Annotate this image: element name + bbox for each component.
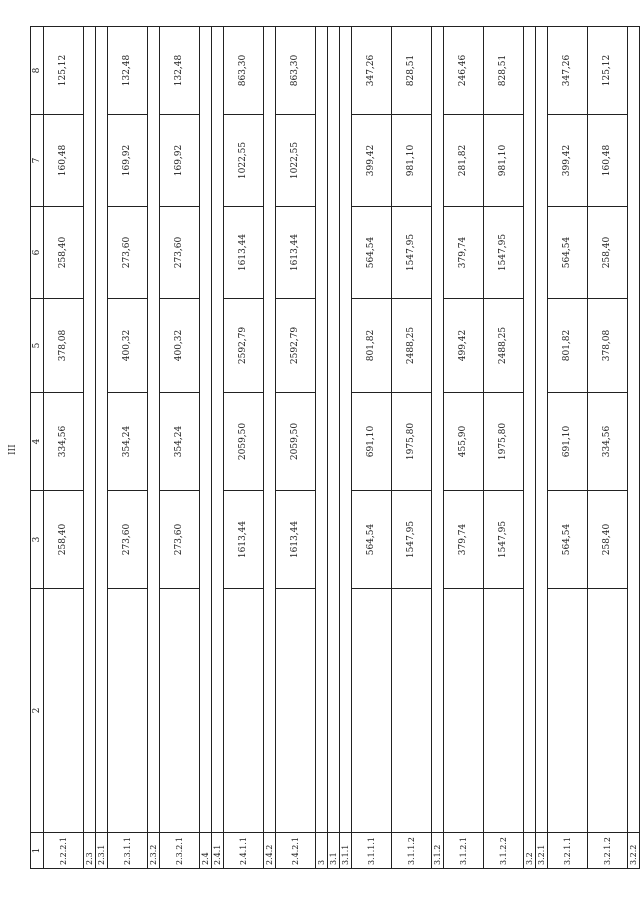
row-description: [352, 589, 392, 833]
tariff-value: 354,24: [108, 393, 148, 491]
tariff-value: 1975,80: [484, 393, 524, 491]
table-row: [108, 27, 148, 869]
column-number: 7: [31, 115, 44, 207]
tariff-value: 258,40: [44, 207, 84, 299]
row-code: 3.1: [328, 833, 340, 869]
tariff-value: 347,26: [352, 27, 392, 115]
tariff-value: 1547,95: [392, 491, 432, 589]
tariff-value: 1547,95: [484, 491, 524, 589]
table-row: [276, 27, 316, 869]
section-title: [316, 27, 328, 833]
section-row: [328, 27, 340, 869]
row-description: [484, 589, 524, 833]
section-row: [212, 27, 224, 869]
tariff-value: 691,10: [352, 393, 392, 491]
row-code: 2.4.2.1: [276, 833, 316, 869]
row-code: 2.2.2.1: [44, 833, 84, 869]
section-title: [148, 27, 160, 833]
row-code: 2.4.1.1: [224, 833, 264, 869]
section-row: [316, 27, 328, 869]
row-description: [276, 589, 316, 833]
section-row: [536, 27, 548, 869]
table-row: [444, 27, 484, 869]
tariff-value: 981,10: [484, 115, 524, 207]
row-code: 2.3.1: [96, 833, 108, 869]
tariff-value: 258,40: [588, 207, 628, 299]
section-title: [536, 27, 548, 833]
tariff-value: 801,82: [352, 299, 392, 393]
row-code: 3.2: [524, 833, 536, 869]
tariff-value: 160,48: [44, 115, 84, 207]
tariff-value: 347,26: [548, 27, 588, 115]
row-code: 3.2.1.1: [548, 833, 588, 869]
table-row: [588, 27, 628, 869]
row-code: 2.4: [200, 833, 212, 869]
section-row: [628, 27, 640, 869]
row-code: 3.1.2.1: [444, 833, 484, 869]
row-code: 3.1.1.1: [352, 833, 392, 869]
tariff-value: 564,54: [352, 207, 392, 299]
tariff-value: 564,54: [352, 491, 392, 589]
tariff-value: 1613,44: [224, 207, 264, 299]
section-title: [96, 27, 108, 833]
rotated-page: [30, 27, 638, 869]
row-code: 3.2.1: [536, 833, 548, 869]
tariff-value: 379,74: [444, 491, 484, 589]
tariff-value: 2488,25: [484, 299, 524, 393]
tariff-value: 132,48: [160, 27, 200, 115]
section-row: [200, 27, 212, 869]
tariff-value: 691,10: [548, 393, 588, 491]
tariff-value: 379,74: [444, 207, 484, 299]
tariff-value: 801,82: [548, 299, 588, 393]
row-description: [160, 589, 200, 833]
row-description: [548, 589, 588, 833]
row-code: 2.4.2: [264, 833, 276, 869]
column-number: 6: [31, 207, 44, 299]
tariff-value: 1547,95: [392, 207, 432, 299]
section-title: [628, 27, 640, 833]
table-row: [352, 27, 392, 869]
tariff-value: 499,42: [444, 299, 484, 393]
column-number: 1: [31, 833, 44, 869]
tariff-value: 273,60: [160, 207, 200, 299]
row-code: 2.3: [84, 833, 96, 869]
table-row: [548, 27, 588, 869]
row-code: 3.1.1: [340, 833, 352, 869]
row-code: 2.3.2: [148, 833, 160, 869]
section-title: [328, 27, 340, 833]
column-number: 8: [31, 27, 44, 115]
row-code: 2.3.1.1: [108, 833, 148, 869]
section-row: [84, 27, 96, 869]
tariff-value: 399,42: [548, 115, 588, 207]
tariff-value: 1613,44: [276, 491, 316, 589]
table-row: [160, 27, 200, 869]
section-title: [264, 27, 276, 833]
tariff-table: [30, 26, 640, 869]
column-number: 5: [31, 299, 44, 393]
tariff-value: 378,08: [44, 299, 84, 393]
tariff-value: 1547,95: [484, 207, 524, 299]
tariff-value: 2592,79: [224, 299, 264, 393]
tariff-value: 125,12: [588, 27, 628, 115]
row-code: 3.2.2: [628, 833, 640, 869]
column-number: 3: [31, 491, 44, 589]
page-number: III: [8, 444, 18, 455]
tariff-value: 828,51: [484, 27, 524, 115]
section-row: [340, 27, 352, 869]
column-number: 2: [31, 589, 44, 833]
tariff-value: 863,30: [276, 27, 316, 115]
section-row: [264, 27, 276, 869]
table-row: [44, 27, 84, 869]
tariff-value: 273,60: [160, 491, 200, 589]
row-description: [224, 589, 264, 833]
tariff-value: 169,92: [160, 115, 200, 207]
row-description: [392, 589, 432, 833]
section-row: [432, 27, 444, 869]
tariff-value: 400,32: [108, 299, 148, 393]
tariff-value: 2059,50: [276, 393, 316, 491]
tariff-value: 125,12: [44, 27, 84, 115]
tariff-value: 273,60: [108, 207, 148, 299]
row-code: 3.2.1.2: [588, 833, 628, 869]
row-description: [444, 589, 484, 833]
row-description: [44, 589, 84, 833]
section-row: [96, 27, 108, 869]
row-code: 3.1.1.2: [392, 833, 432, 869]
section-row: [148, 27, 160, 869]
tariff-value: 1975,80: [392, 393, 432, 491]
tariff-value: 564,54: [548, 207, 588, 299]
tariff-value: 828,51: [392, 27, 432, 115]
tariff-value: 2488,25: [392, 299, 432, 393]
tariff-value: 160,48: [588, 115, 628, 207]
tariff-value: 1613,44: [276, 207, 316, 299]
tariff-value: 399,42: [352, 115, 392, 207]
tariff-value: 400,32: [160, 299, 200, 393]
tariff-value: 354,24: [160, 393, 200, 491]
tariff-value: 378,08: [588, 299, 628, 393]
tariff-value: 334,56: [44, 393, 84, 491]
row-code: 3: [316, 833, 328, 869]
row-description: [588, 589, 628, 833]
tariff-value: 863,30: [224, 27, 264, 115]
tariff-value: 246,46: [444, 27, 484, 115]
tariff-value: 564,54: [548, 491, 588, 589]
column-number: 4: [31, 393, 44, 491]
tariff-value: 281,82: [444, 115, 484, 207]
row-code: 3.1.2: [432, 833, 444, 869]
tariff-value: 1022,55: [224, 115, 264, 207]
section-title: [212, 27, 224, 833]
table-body: [31, 27, 640, 869]
tariff-value: 981,10: [392, 115, 432, 207]
tariff-value: 132,48: [108, 27, 148, 115]
column-number-row: [31, 27, 44, 869]
tariff-value: 258,40: [44, 491, 84, 589]
table-row: [484, 27, 524, 869]
section-row: [524, 27, 536, 869]
section-title: [432, 27, 444, 833]
table-row: [392, 27, 432, 869]
row-description: [108, 589, 148, 833]
tariff-value: 1022,55: [276, 115, 316, 207]
tariff-value: 169,92: [108, 115, 148, 207]
tariff-value: 2592,79: [276, 299, 316, 393]
row-code: 3.1.2.2: [484, 833, 524, 869]
row-code: 2.4.1: [212, 833, 224, 869]
tariff-value: 2059,50: [224, 393, 264, 491]
tariff-value: 273,60: [108, 491, 148, 589]
tariff-value: 455,90: [444, 393, 484, 491]
tariff-value: 258,40: [588, 491, 628, 589]
section-title: [524, 27, 536, 833]
tariff-value: 1613,44: [224, 491, 264, 589]
section-title: [200, 27, 212, 833]
table-row: [224, 27, 264, 869]
section-title: [340, 27, 352, 833]
row-code: 2.3.2.1: [160, 833, 200, 869]
section-title: [84, 27, 96, 833]
tariff-value: 334,56: [588, 393, 628, 491]
